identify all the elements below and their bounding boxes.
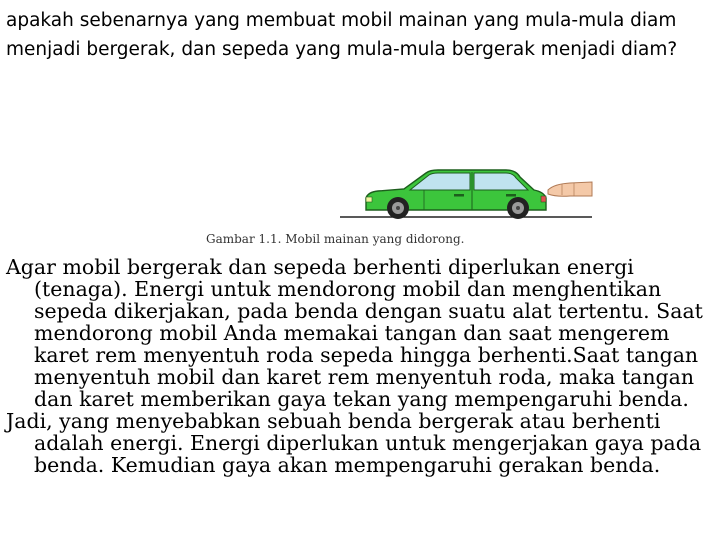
paragraph-1: Agar mobil bergerak dan sepeda berhenti diperlukan energi (tenaga). Energi untuk mendorong mobil dan menghentikan sepeda dikerjakan, pada benda dengan suatu alat tertentu. Saat mendorong mobil Anda memakai tangan dan saat mengerem karet rem menyentuh roda sepeda hingga berhenti.Saat tangan menyentuh mobil dan karet rem menyentuh roda, maka tangan dan karet memberikan gaya tekan yang mempengaruhi benda. xyxy=(6,255,703,411)
paragraph-2: Jadi, yang menyebabkan sebuah benda bergerak atau berhenti adalah energi. Energi diperlukan untuk mengerjakan gaya pada benda. Kemudian gaya akan mempengaruhi gerakan benda. xyxy=(6,409,702,477)
toy-car-figure xyxy=(206,160,600,250)
intro-question xyxy=(6,6,706,84)
intro-question-text: apakah sebenarnya yang membuat mobil mainan yang mula-mula diam menjadi bergerak, dan sepeda yang mula-mula bergerak menjadi diam? xyxy=(6,10,678,60)
figure-caption: Gambar 1.1. Mobil mainan yang didorong. xyxy=(206,232,465,246)
toy-car-icon xyxy=(366,170,546,219)
body-text xyxy=(6,256,716,476)
pushing-hand-icon xyxy=(548,182,592,196)
